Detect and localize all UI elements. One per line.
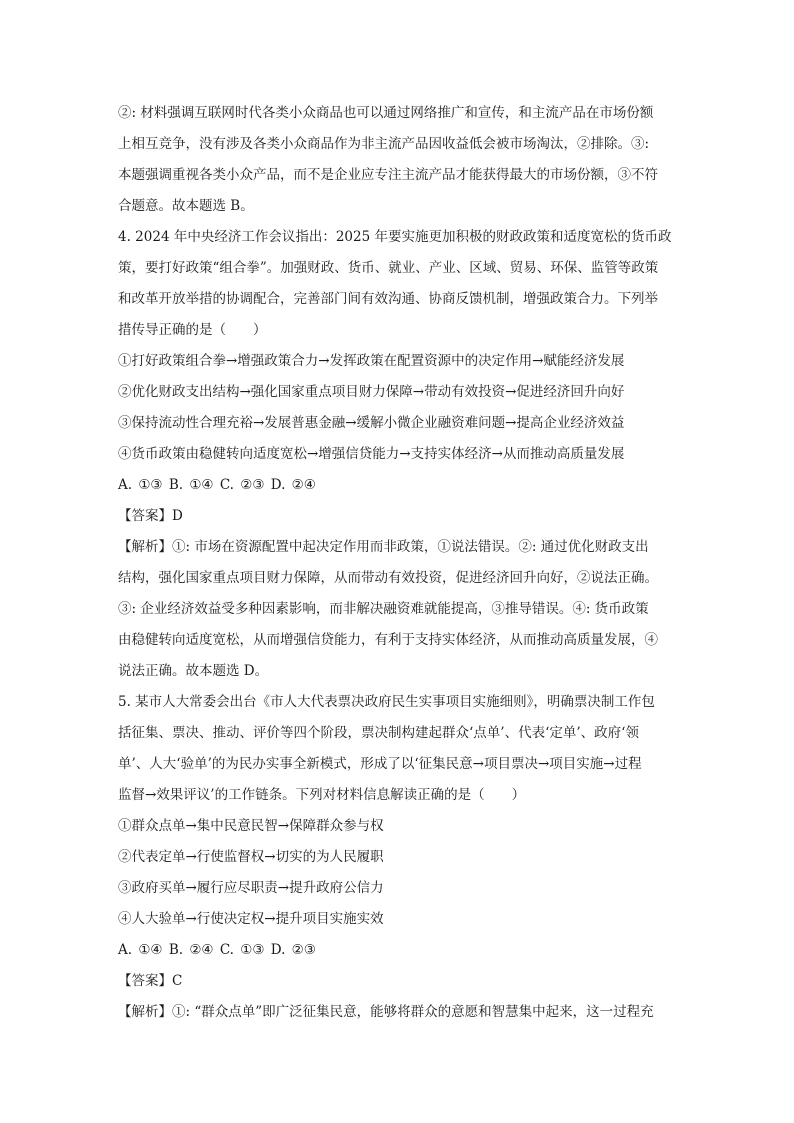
question-5-item-3: ③政府买单→履行应尽职责→提升政府公信力 (118, 880, 384, 896)
text-line: 说法正确。故本题选 D。 (118, 663, 269, 679)
question-4-stem (118, 222, 678, 346)
question-4-item-4: ④货币政策由稳健转向适度宽松→增强信贷能力→支持实体经济→从而推动高质量发展 (118, 446, 625, 462)
text-line: 合题意。故本题选 B。 (118, 198, 254, 214)
question-4-item-3: ③保持流动性合理充裕→发展普惠金融→缓解小微企业融资难问题→提高企业经济效益 (118, 415, 625, 431)
text-line: 5. 某市人大常委会出台《市人大代表票决政府民生实事项目实施细则》，明确票决制工作包 (118, 694, 655, 710)
text-line: 括征集、票决、推动、评价等四个阶段，票决制构建起群众‘点单’、代表‘定单’、政府‘领 (118, 725, 639, 741)
question-5 (118, 687, 678, 1028)
question-4-item-2: ②优化财政支出结构→强化国家重点项目财力保障→带动有效投资→促进经济回升向好 (118, 384, 625, 400)
question-4-analysis (118, 532, 678, 687)
text-line: 本题强调重视各类小众产品，而不是企业应专注主流产品才能获得最大的市场份额，③不符 (118, 167, 658, 183)
text-line: 由稳健转向适度宽松，从而增强信贷能力，有利于支持实体经济，从而推动高质量发展，④ (118, 632, 658, 648)
document-body (118, 98, 678, 1028)
question-4 (118, 222, 678, 687)
text-line: 4. 2024 年中央经济工作会议指出：2025 年要实施更加积极的财政政策和适度宽松的货币政 (118, 229, 672, 245)
text-line: 结构，强化国家重点项目财力保障，从而带动有效投资，促进经济回升向好，②说法正确。 (118, 570, 658, 586)
text-line: 上相互竞争，没有涉及各类小众商品作为非主流产品因收益低会被市场淘汰，②排除。③: (118, 136, 650, 152)
text-line: 措传导正确的是（ ） (118, 322, 267, 338)
text-line: 监督→效果评议’的工作链条。下列对材料信息解读正确的是（ ） (118, 787, 526, 803)
question-4-options: A. ①③ B. ①④ C. ②③ D. ②④ (118, 477, 316, 493)
question-5-item-1: ①群众点单→集中民意民智→保障群众参与权 (118, 818, 384, 834)
question-5-stem (118, 687, 678, 811)
text-line: 和改革开放举措的协调配合，完善部门间有效沟通、协商反馈机制，增强政策合力。下列举 (118, 291, 658, 307)
text-line: 策，要打好政策“组合拳”。加强财政、货币、就业、产业、区域、贸易、环保、监管等政策 (118, 260, 659, 276)
question-5-options: A. ①④ B. ②④ C. ①③ D. ②③ (118, 942, 316, 958)
text-line: 【解析】①: “群众点单”即广泛征集民意，能够将群众的意愿和智慧集中起来，这一过程充 (118, 1004, 654, 1020)
text-line: ③: 企业经济效益受多种因素影响，而非解决融资难就能提高，③推导错误。④: 货币政策 (118, 601, 649, 617)
question-5-answer: 【答案】C (118, 973, 183, 989)
q3-analysis-continued (118, 98, 678, 222)
text-line: ②: 材料强调互联网时代各类小众商品也可以通过网络推广和宣传，和主流产品在市场份额 (118, 105, 654, 121)
question-4-item-1: ①打好政策组合拳→增强政策合力→发挥政策在配置资源中的决定作用→赋能经济发展 (118, 353, 625, 369)
question-5-analysis (118, 997, 678, 1028)
text-line: 【解析】①: 市场在资源配置中起决定作用而非政策，①说法错误。②: 通过优化财政支出 (118, 539, 649, 555)
question-5-item-4: ④人大验单→行使决定权→提升项目实施实效 (118, 911, 384, 927)
question-5-item-2: ②代表定单→行使监督权→切实的为人民履职 (118, 849, 384, 865)
question-4-answer: 【答案】D (118, 508, 183, 524)
text-line: 单’、人大‘验单’的为民办实事全新模式，形成了以‘征集民意→项目票决→项目实施→过程 (118, 756, 642, 772)
